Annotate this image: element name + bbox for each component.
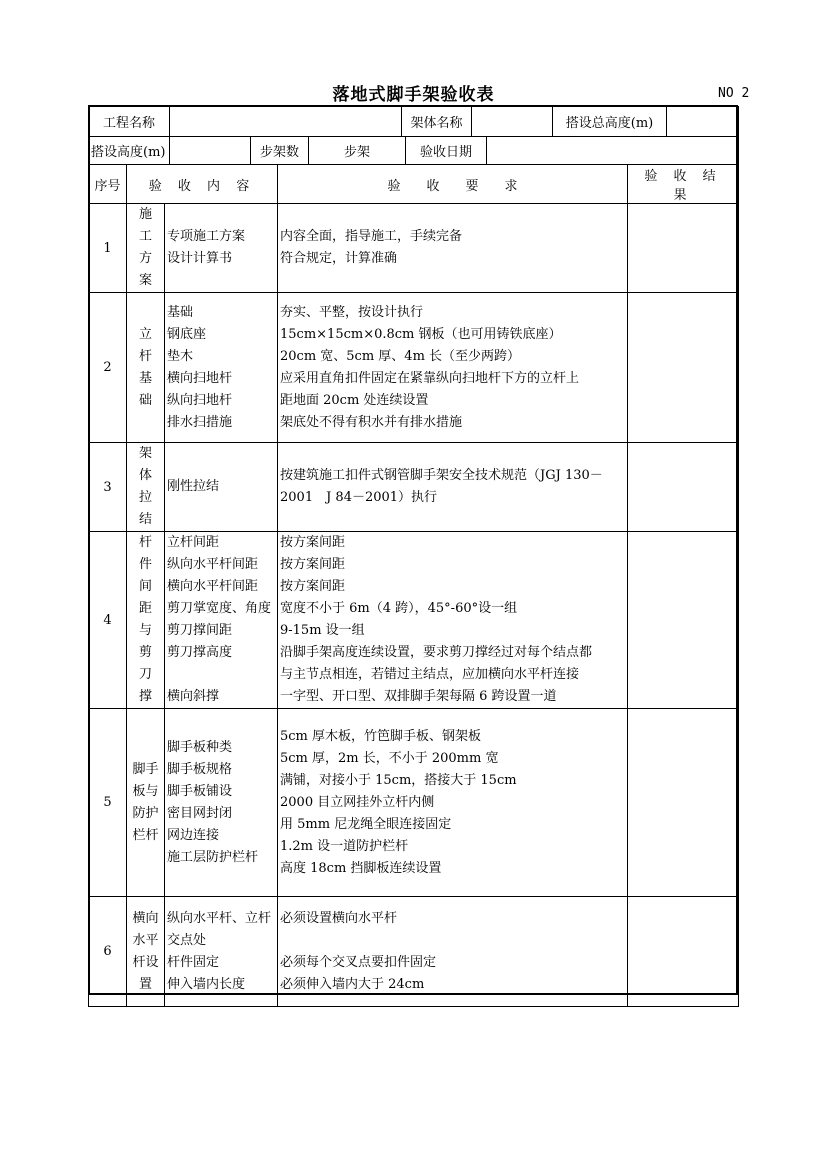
project-name-label: 工程名称 — [89, 107, 170, 137]
content-item: 横向斜撑 — [167, 689, 220, 704]
content-item: 立杆间距 — [167, 535, 220, 550]
content-item: 剪刀掌宽度、角度 — [167, 601, 272, 616]
content-item: 剪刀撑间距 — [167, 623, 233, 638]
steps-unit: 步架 — [309, 137, 406, 165]
row-number: 3 — [89, 443, 127, 532]
row-number: 6 — [89, 897, 127, 1007]
row-category: 立 杆 基 础 — [127, 293, 165, 443]
content-item: 伸入墙内长度 — [167, 976, 246, 992]
requirement-line: 宽度不小于 6m（4 跨），45°-60°设一组 — [280, 601, 518, 616]
content-item: 施工层防护栏杆 — [167, 849, 259, 865]
col-content: 验 收 内 容 — [127, 165, 278, 204]
content-item: 纵向水平杆间距 — [167, 557, 259, 572]
frame-name-label: 架体名称 — [402, 107, 472, 137]
row-category: 施 工 方 案 — [127, 204, 165, 293]
content-item: 密目网封闭 — [167, 805, 233, 821]
requirement-line: 应采用直角扣件固定在紧靠纵向扫地杆下方的立杆上 — [280, 370, 580, 386]
document-number: NO 2 — [718, 86, 750, 101]
steps-label: 步架数 — [251, 137, 309, 165]
requirement-line: 一字型、开口型、双排脚手架每隔 6 跨设置一道 — [280, 689, 557, 704]
content-item: 垫木 — [167, 348, 194, 364]
content-item: 基础 — [167, 304, 194, 320]
content-item: 排水扫措施 — [167, 414, 233, 430]
total-height-label: 搭设总高度(m) — [553, 107, 667, 137]
requirement-line: 内容全面，指导施工，手续完备 — [280, 229, 463, 244]
content-item: 钢底座 — [167, 326, 207, 342]
requirement-line: 距地面 20cm 处连续设置 — [280, 392, 429, 408]
requirement-line: 2001 J 84－2001）执行 — [280, 490, 438, 505]
content-item: 交点处 — [167, 932, 207, 948]
content-item: 设计计算书 — [167, 251, 233, 266]
requirement-line: 必须设置横向水平杆 — [280, 910, 398, 926]
requirement-line: 按方案间距 — [280, 557, 346, 572]
requirement-line: 9-15m 设一组 — [280, 623, 365, 638]
requirement-line: 1.2m 设一道防护栏杆 — [280, 838, 409, 854]
row-number: 1 — [89, 204, 127, 293]
row-category: 横向 水平 杆设 置 — [127, 897, 165, 1007]
content-item: 横向水平杆间距 — [167, 579, 259, 594]
requirement-line: 与主节点相连，若错过主结点，应加横向水平杆连接 — [280, 667, 580, 682]
check-date-label: 验收日期 — [406, 137, 487, 165]
row-category: 杆 件 间 距 与 剪 刀 撑 — [127, 532, 165, 709]
page-title: 落地式脚手架验收表 — [332, 85, 495, 105]
content-item: 脚手板种类 — [167, 739, 233, 755]
requirement-line: 15cm×15cm×0.8cm 钢板（也可用铸铁底座） — [280, 326, 562, 342]
content-item: 专项施工方案 — [167, 229, 246, 244]
requirement-line: 2000 目立网挂外立杆内侧 — [280, 794, 435, 810]
content-item: 纵向水平杆、立杆 — [167, 910, 272, 926]
row-category: 脚手 板与 防护 栏杆 — [127, 709, 165, 897]
content-item: 网边连接 — [167, 827, 220, 843]
requirement-line: 必须伸入墙内大于 24cm — [280, 976, 425, 992]
requirement-line: 5cm 厚木板，竹笆脚手板、钢架板 — [280, 728, 482, 744]
requirement-line: 沿脚手架高度连续设置，要求剪刀撑经过对每个结点都 — [280, 645, 593, 660]
requirement-line: 20cm 宽、5cm 厚、4m 长（至少两跨） — [280, 348, 521, 364]
requirement-line: 必须每个交叉点要扣件固定 — [280, 954, 437, 970]
row-category: 架 体 拉 结 — [127, 443, 165, 532]
content-item: 纵向扫地杆 — [167, 392, 233, 408]
requirement-line: 按方案间距 — [280, 579, 346, 594]
content-item: 剪刀撑高度 — [167, 645, 233, 660]
build-height-label: 搭设高度(m) — [89, 137, 170, 165]
requirement-line: 5cm 厚，2m 长，不小于 200mm 宽 — [280, 750, 499, 766]
requirement-line: 满铺，对接小于 15cm，搭接大于 15cm — [280, 772, 517, 788]
content-item: 横向扫地杆 — [167, 370, 233, 386]
requirement-line: 架底处不得有积水并有排水措施 — [280, 414, 463, 430]
row-number: 2 — [89, 293, 127, 443]
content-item: 脚手板铺设 — [167, 783, 233, 799]
requirement-line: 按方案间距 — [280, 535, 346, 550]
content-item: 刚性拉结 — [167, 479, 220, 494]
requirement-line: 夯实、平整，按设计执行 — [280, 304, 424, 320]
requirement-line: 符合规定，计算准确 — [280, 251, 398, 266]
content-item: 脚手板规格 — [167, 761, 233, 777]
content-item: 杆件固定 — [167, 954, 220, 970]
row-number: 4 — [89, 532, 127, 709]
col-no: 序号 — [89, 165, 127, 204]
col-requirements: 验 收 要 求 — [278, 165, 628, 204]
table-frame — [88, 105, 738, 995]
row-number: 5 — [89, 709, 127, 897]
requirement-line: 高度 18cm 挡脚板连续设置 — [280, 860, 442, 876]
requirement-line: 按建筑施工扣件式钢管脚手架安全技术规范（JGJ 130－ — [280, 468, 603, 483]
requirement-line: 用 5mm 尼龙绳全眼连接固定 — [280, 816, 452, 832]
col-result: 验 收 结 果 — [628, 165, 739, 204]
